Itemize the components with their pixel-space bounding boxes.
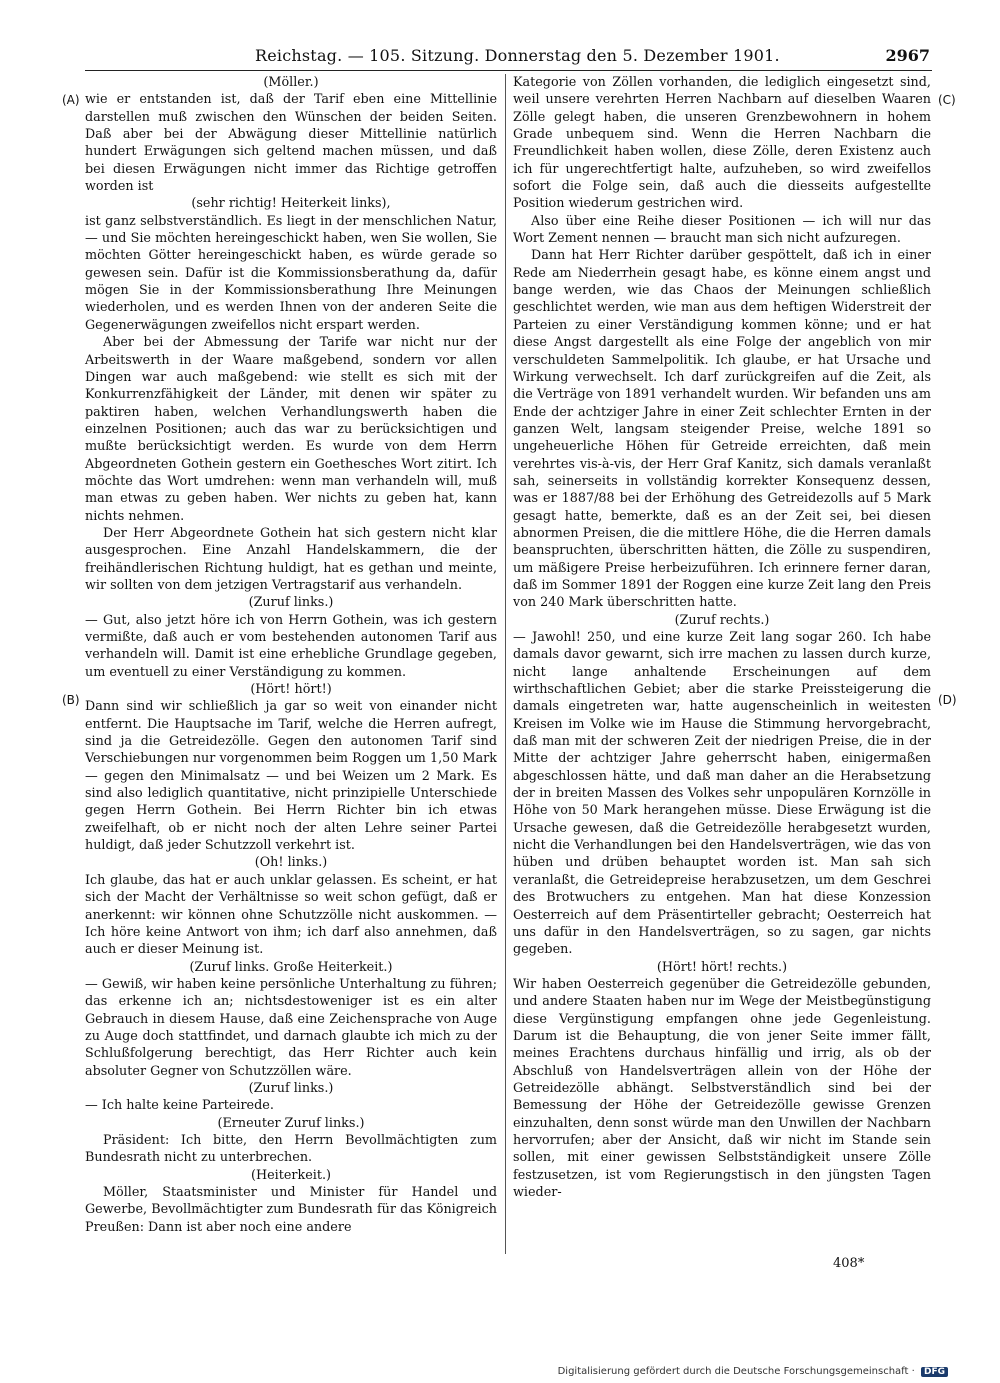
- margin-marker-b: (B): [62, 693, 80, 707]
- interjection: (Oh! links.): [254, 855, 328, 871]
- running-title: Reichstag. — 105. Sitzung. Donnerstag den 5. Dezember 1901.: [255, 46, 780, 65]
- margin-marker-c: (C): [938, 93, 956, 107]
- dfg-logo: DFG: [921, 1367, 948, 1377]
- paragraph: Dann sind wir schließlich ja gar so weit von einander nicht entfernt. Die Hauptsache im Tarif, welche die Herren aufregt, sind ja die Getreidezölle. Gegen den autonomen Tarif sind Verschiebungen nur vorgenommen beim Roggen um 1,50 Mark — gegen den Minimalsatz — und bei Weizen um 2 Mark. Es sind also lediglich quantitative, nicht prinzipielle Unterschiede gegen Herrn Gothein. Bei Herrn Richter bin ich etwas zweifelhaft, ob er nicht noch der alten Lehre seiner Partei huldigt, daß jeder Schutzzoll verkehrt ist.: [85, 699, 497, 854]
- interjection: (Hört! hört!): [250, 682, 332, 698]
- paragraph: Kategorie von Zöllen vorhanden, die lediglich eingesetzt sind, weil unsere verehrten Herren Nachbarn auf dieselben Waaren Zölle gelegt haben, die unseren Grenzbewohnern in hohem Grade unbequem sind. Wenn die Herren Nachbarn die Freundlichkeit haben wollen, diese Zölle, deren Existenz auch ich für ungerechtfertigt halte, aufzuheben, so wird zweifellos sofort die Folge sein, daß auch die diesseits aufgestellte Position wiederum gestrichen wird.: [513, 75, 931, 212]
- speaker-continuation: (Möller.): [263, 75, 319, 90]
- paragraph: Wir haben Oesterreich gegenüber die Getreidezölle gebunden, und andere Staaten haben nur im Wege der Meistbegünstigung diese Vergünstigung empfangen ohne jede Gegenleistung. Darum ist die Behauptung, die von jener Seite immer fällt, meines Erachtens durchaus hinfällig und irrig, als ob der Abschluß von Handelsverträgen allein von der Höhe der Getreidezölle abhängt. Selbstverständlich sind bei der Bemessung der Höhe der Getreidezölle gewisse Grenzen einzuhalten, denn sonst würde man den Unwillen der Nachbarn hervorrufen; aber der Ansicht, daß wir nicht im Stande sein sollen, mit einer gewissen Selbstständigkeit unsere Zölle festzusetzen, ist vom Regierungstisch in den jüngsten Tagen wieder-: [513, 976, 931, 1200]
- paragraph: Der Herr Abgeordnete Gothein hat sich gestern nicht klar ausgesprochen. Eine Anzahl Handelskammern, die der freihändlerischen Richtung huldigt, hat es gethan und meinte, wir sollten von dem jetzigen Vertragstarif aus verhandeln.: [85, 525, 497, 593]
- paragraph: — Gewiß, wir haben keine persönliche Unterhaltung zu führen; das erkenne ich an; nichtsdestoweniger ist es ein alter Gebrauch in diesem Hause, daß eine Zeichensprache von Auge zu Auge doch stattfindet, und darnach glaubte ich mich zu der Schlußfolgerung berechtigt, das Herr Richter auch kein absoluter Gegner von Schutzzöllen wäre.: [85, 976, 497, 1079]
- margin-marker-d: (D): [938, 693, 957, 707]
- credit-text: Digitalisierung gefördert durch die Deutsche Forschungsgemeinschaft ·: [557, 1366, 915, 1377]
- speaker-intro: Möller, Staatsminister und Minister für Handel und Gewerbe, Bevollmächtigter zum Bundesrath für das Königreich Preußen: Dann ist aber noch eine andere: [85, 1185, 497, 1235]
- interjection: (Zuruf rechts.): [674, 612, 770, 628]
- paragraph: Aber bei der Abmessung der Tarife war nicht nur der Arbeitswerth in der Waare maßgebend, sondern vor allen Dingen war auch maßgebend: wie stellt es sich mit der Konkurrenzfähigkeit der Länder, mit denen wir später zu paktiren haben, welchen Verhandlungswerth haben die einzelnen Positionen; auch das war zu berücksichtigen und mußte berücksichtigt werden. Es wurde von dem Herrn Abgeordneten Gothein gestern ein Goethesches Wort zitirt. Ich möchte das Wort umdrehen: wenn man verhandeln will, muß man etwas zu geben haben. Wer nichts zu geben hat, kann nichts nehmen.: [85, 335, 497, 524]
- paragraph: — Ich halte keine Parteirede.: [85, 1098, 274, 1114]
- page-number: 2967: [885, 46, 930, 65]
- president-remark: Präsident: Ich bitte, den Herrn Bevollmächtigten zum Bundesrath nicht zu unterbrechen.: [85, 1132, 497, 1166]
- sheet-signature: 408*: [833, 1256, 865, 1271]
- paragraph: — Gut, also jetzt höre ich von Herrn Gothein, was ich gestern vermißte, daß auch er vom bestehenden autonomen Tarif aus verhandeln will. Damit ist eine erhebliche Grundlage gegeben, um eventuell zu einer Verständigung zu kommen.: [85, 612, 497, 680]
- paragraph: Dann hat Herr Richter darüber gespöttelt, daß ich in einer Rede am Niederrhein gesagt habe, es könne einem angst und bange werden, wie das Chaos der Meinungen schließlich geschlichtet werden, wie man aus dem heftigen Widerstreit der Parteien zu einer Verständigung kommen könne; und er hat diese Angst dargestellt als eine Folge der angeblich von mir verschuldeten Sammelpolitik. Ich glaube, er hat Ursache und Wirkung verwechselt. Ich darf zurückgreifen auf die Zeit, als die Verträge von 1891 verhandelt wurden. Wir befanden uns am Ende der achtziger Jahre in einer Zeit schlechter Ernten in der ganzen Welt, langsam steigender Preise, welche 1891 so ungeheuerliche Höhen für Getreide erreichten, daß mein verehrtes vis-à-vis, der Herr Graf Kanitz, sich damals veranlaßt sah, seinerseits in vollständig korrekter Konsequenz dessen, was er 1887/88 bei der Erhöhung des Getreidezolls auf 5 Mark gesagt hatte, bemerkte, daß es an der Zeit sei, bei diesen abnormen Preisen, die die mittlere Höhe, die die Herren damals beanspruchten, überschritten hätten, die Zölle zu suspendiren, um mäßigere Preise herbeizuführen. Ich erinnere ferner daran, daß im Sommer 1891 der Roggen eine kurze Zeit lang den Preis von 240 Mark überschritten hatte.: [513, 248, 931, 611]
- right-column: [513, 74, 931, 1201]
- left-column: [85, 74, 497, 1236]
- interjection: (Zuruf links.): [248, 595, 334, 611]
- page-header: [85, 44, 932, 71]
- digitization-credit: [558, 1366, 948, 1377]
- interjection: (Erneuter Zuruf links.): [217, 1115, 365, 1131]
- paragraph: Also über eine Reihe dieser Positionen — ich will nur das Wort Zement nennen — braucht man sich nicht aufzuregen.: [513, 213, 931, 247]
- interjection: (Hört! hört! rechts.): [656, 959, 788, 975]
- paragraph: Ich glaube, das hat er auch unklar gelassen. Es scheint, er hat sich der Macht der Verhältnisse so weit schon gefügt, daß er anerkennt: wir können ohne Schutzzölle nicht auskommen. — Ich höre keine Antwort von ihm; ich darf also annehmen, daß auch er dieser Meinung ist.: [85, 872, 497, 958]
- interjection: (Zuruf links. Große Heiterkeit.): [189, 959, 393, 975]
- margin-marker-a: (A): [62, 93, 80, 107]
- interjection: (Zuruf links.): [248, 1080, 334, 1096]
- paragraph: ist ganz selbstverständlich. Es liegt in der menschlichen Natur, — und Sie möchten hereingeschickt haben, wen Sie wollen, Sie möchten Götter hereingeschickt haben, es würde gerade so gewesen sein. Dafür ist die Kommissionsberathung da, dafür mögen Sie in der Kommissionsberathung Ihre Meinungen wiederholen, und es werden Ihnen von der anderen Seite die Gegenerwägungen zweifellos nicht erspart werden.: [85, 213, 497, 333]
- paragraph: wie er entstanden ist, daß der Tarif eben eine Mittellinie darstellen muß zwischen den Wünschen der beiden Seiten. Daß aber bei der Abwägung dieser Mittellinie natürlich hundert Erwägungen sich geltend machen müssen, und daß bei diesen Erwägungen nicht immer das Richtige getroffen worden ist: [85, 92, 497, 195]
- interjection: (sehr richtig! Heiterkeit links),: [191, 196, 391, 212]
- column-divider: [505, 74, 506, 1254]
- paragraph: — Jawohl! 250, und eine kurze Zeit lang sogar 260. Ich habe damals davor gewarnt, sich irre machen zu lassen durch kurze, nicht lange anhaltende Erscheinungen auf dem wirthschaftlichen Gebiet; aber die starke Preissteigerung die damals eingetreten war, hatte augenscheinlich in weitesten Kreisen im Volke wie im Hause die Stimmung hervorgebracht, daß man mit der schweren Zeit der niedrigen Preise, die in der Mitte der achtziger Jahre geherrscht haben, einigermaßen abgeschlossen hätte, und daß man daher an die Herabsetzung der in breiten Massen des Volkes sehr unpopulären Kornzölle in Höhe von 50 Mark herangehen müsse. Diese Erwägung ist die Ursache gewesen, daß die Getreidezölle herabgesetzt wurden, nicht die Verhandlungen bei den Handelsverträgen, wie das von hüben und drüben behauptet worden ist. Man sah sich veranlaßt, die Getreidepreise herabzusetzen, um dem Geschrei des Brotwuchers zu entgehen. Man hat diese Konzession Oesterreich auf dem Präsentirteller gebracht; Oesterreich hat uns dafür in den Handelsverträgen, so zu sagen, gar nichts gegeben.: [513, 630, 931, 958]
- interjection: (Heiterkeit.): [251, 1167, 331, 1183]
